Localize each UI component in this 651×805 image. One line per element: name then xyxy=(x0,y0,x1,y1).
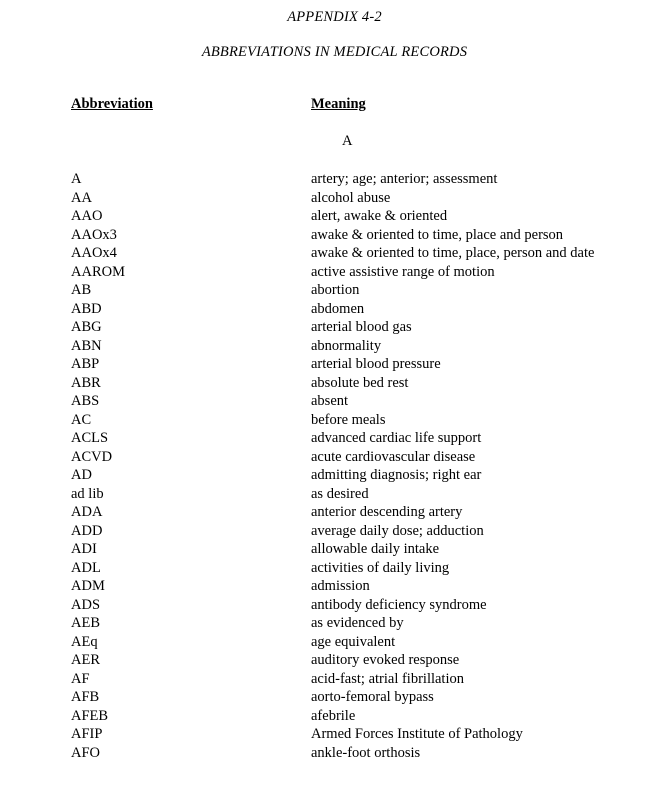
abbreviation-meaning: activities of daily living xyxy=(311,559,450,576)
abbreviation-term: ABG xyxy=(71,319,102,335)
abbreviation-row xyxy=(0,429,651,448)
abbreviation-meaning: alert, awake & oriented xyxy=(311,208,448,224)
abbreviation-row xyxy=(0,226,651,245)
abbreviation-meaning: abortion xyxy=(311,282,360,298)
document-title: ABBREVIATIONS IN MEDICAL RECORDS xyxy=(201,44,468,60)
abbreviation-row xyxy=(0,281,651,300)
abbreviation-term: AD xyxy=(71,467,92,483)
abbreviation-meaning: anterior descending artery xyxy=(311,504,463,520)
abbreviation-term: AAO xyxy=(71,208,103,224)
abbreviation-term: AB xyxy=(71,282,92,298)
abbreviation-meaning: admitting diagnosis; right ear xyxy=(311,467,482,483)
abbreviation-row xyxy=(0,725,651,744)
abbreviation-term: ABN xyxy=(71,337,102,354)
abbreviation-meaning: antibody deficiency syndrome xyxy=(311,596,487,613)
abbreviation-meaning: arterial blood gas xyxy=(311,319,412,335)
abbreviation-term: ABD xyxy=(71,300,102,317)
abbreviation-meaning: active assistive range of motion xyxy=(311,263,495,280)
abbreviation-meaning: before meals xyxy=(311,411,386,428)
abbreviation-term: AA xyxy=(71,189,92,206)
abbreviation-row xyxy=(0,577,651,596)
abbreviation-row xyxy=(0,744,651,763)
abbreviation-meaning: absent xyxy=(311,393,349,409)
abbreviation-term: AEB xyxy=(71,615,100,631)
abbreviation-meaning: admission xyxy=(311,578,370,594)
abbreviation-term: ad lib xyxy=(71,485,104,502)
abbreviation-meaning: afebrile xyxy=(311,707,356,724)
abbreviation-row xyxy=(0,540,651,559)
abbreviation-meaning: ankle-foot orthosis xyxy=(311,744,421,761)
abbreviation-row xyxy=(0,559,651,578)
abbreviation-term: ABR xyxy=(71,374,101,391)
abbreviation-term: ACVD xyxy=(71,448,113,465)
abbreviation-row xyxy=(0,411,651,430)
abbreviation-meaning: aorto-femoral bypass xyxy=(311,689,434,705)
abbreviation-meaning: advanced cardiac life support xyxy=(311,430,482,446)
abbreviation-term: ADL xyxy=(71,559,101,576)
abbreviation-term: ADI xyxy=(71,541,97,557)
abbreviation-term: AAOx4 xyxy=(71,245,117,261)
abbreviation-list xyxy=(0,170,651,762)
abbreviation-term: ADS xyxy=(71,596,101,613)
abbreviation-term: AFO xyxy=(71,744,101,761)
abbreviation-row xyxy=(0,448,651,467)
abbreviation-meaning: alcohol abuse xyxy=(311,189,391,206)
abbreviation-meaning: abdomen xyxy=(311,300,365,317)
column-header-meaning: Meaning xyxy=(311,96,366,112)
abbreviation-row xyxy=(0,300,651,319)
abbreviation-row xyxy=(0,392,651,411)
abbreviation-term: AEq xyxy=(71,633,98,650)
abbreviation-row xyxy=(0,466,651,485)
abbreviation-row xyxy=(0,337,651,356)
abbreviation-term: AFEB xyxy=(71,707,109,724)
abbreviation-meaning: artery; age; anterior; assessment xyxy=(311,171,498,187)
abbreviation-term: AC xyxy=(71,411,92,428)
abbreviation-row xyxy=(0,522,651,541)
column-header-abbreviation: Abbreviation xyxy=(71,96,153,112)
abbreviation-term: ABP xyxy=(71,356,100,372)
abbreviation-meaning: as desired xyxy=(311,485,369,502)
abbreviation-meaning: age equivalent xyxy=(311,633,396,650)
abbreviation-meaning: acid-fast; atrial fibrillation xyxy=(311,670,464,687)
abbreviation-row xyxy=(0,170,651,189)
abbreviation-meaning: Armed Forces Institute of Pathology xyxy=(311,726,523,742)
abbreviation-row xyxy=(0,189,651,208)
abbreviation-row xyxy=(0,263,651,282)
abbreviation-row xyxy=(0,707,651,726)
abbreviation-meaning: awake & oriented to time, place, person and date xyxy=(311,245,595,261)
abbreviation-term: ADD xyxy=(71,522,103,539)
abbreviation-meaning: allowable daily intake xyxy=(311,541,440,557)
abbreviation-row xyxy=(0,244,651,263)
abbreviation-meaning: as evidenced by xyxy=(311,615,404,631)
abbreviation-row xyxy=(0,614,651,633)
abbreviation-meaning: acute cardiovascular disease xyxy=(311,448,476,465)
abbreviation-term: AFIP xyxy=(71,726,103,742)
appendix-label: APPENDIX 4-2 xyxy=(287,9,382,25)
abbreviation-meaning: auditory evoked response xyxy=(311,652,460,668)
abbreviation-meaning: average daily dose; adduction xyxy=(311,522,484,539)
abbreviation-row xyxy=(0,651,651,670)
abbreviation-row xyxy=(0,374,651,393)
abbreviation-row xyxy=(0,355,651,374)
section-letter: A xyxy=(342,133,353,149)
abbreviation-meaning: abnormality xyxy=(311,337,382,354)
abbreviation-term: AF xyxy=(71,670,90,687)
abbreviation-meaning: absolute bed rest xyxy=(311,374,409,391)
abbreviation-row xyxy=(0,633,651,652)
abbreviation-term: AAOx3 xyxy=(71,226,117,243)
abbreviation-term: AAROM xyxy=(71,263,125,280)
abbreviation-term: ABS xyxy=(71,393,100,409)
abbreviation-row xyxy=(0,670,651,689)
abbreviation-row xyxy=(0,485,651,504)
abbreviation-term: A xyxy=(71,171,82,187)
abbreviation-term: ACLS xyxy=(71,430,109,446)
abbreviation-meaning: awake & oriented to time, place and person xyxy=(311,226,564,243)
abbreviation-term: ADM xyxy=(71,578,105,594)
abbreviation-row xyxy=(0,688,651,707)
abbreviation-row xyxy=(0,596,651,615)
abbreviation-row xyxy=(0,318,651,337)
abbreviation-meaning: arterial blood pressure xyxy=(311,356,441,372)
abbreviation-row xyxy=(0,503,651,522)
abbreviation-term: ADA xyxy=(71,504,103,520)
abbreviation-term: AFB xyxy=(71,689,100,705)
abbreviation-row xyxy=(0,207,651,226)
abbreviation-term: AER xyxy=(71,652,100,668)
